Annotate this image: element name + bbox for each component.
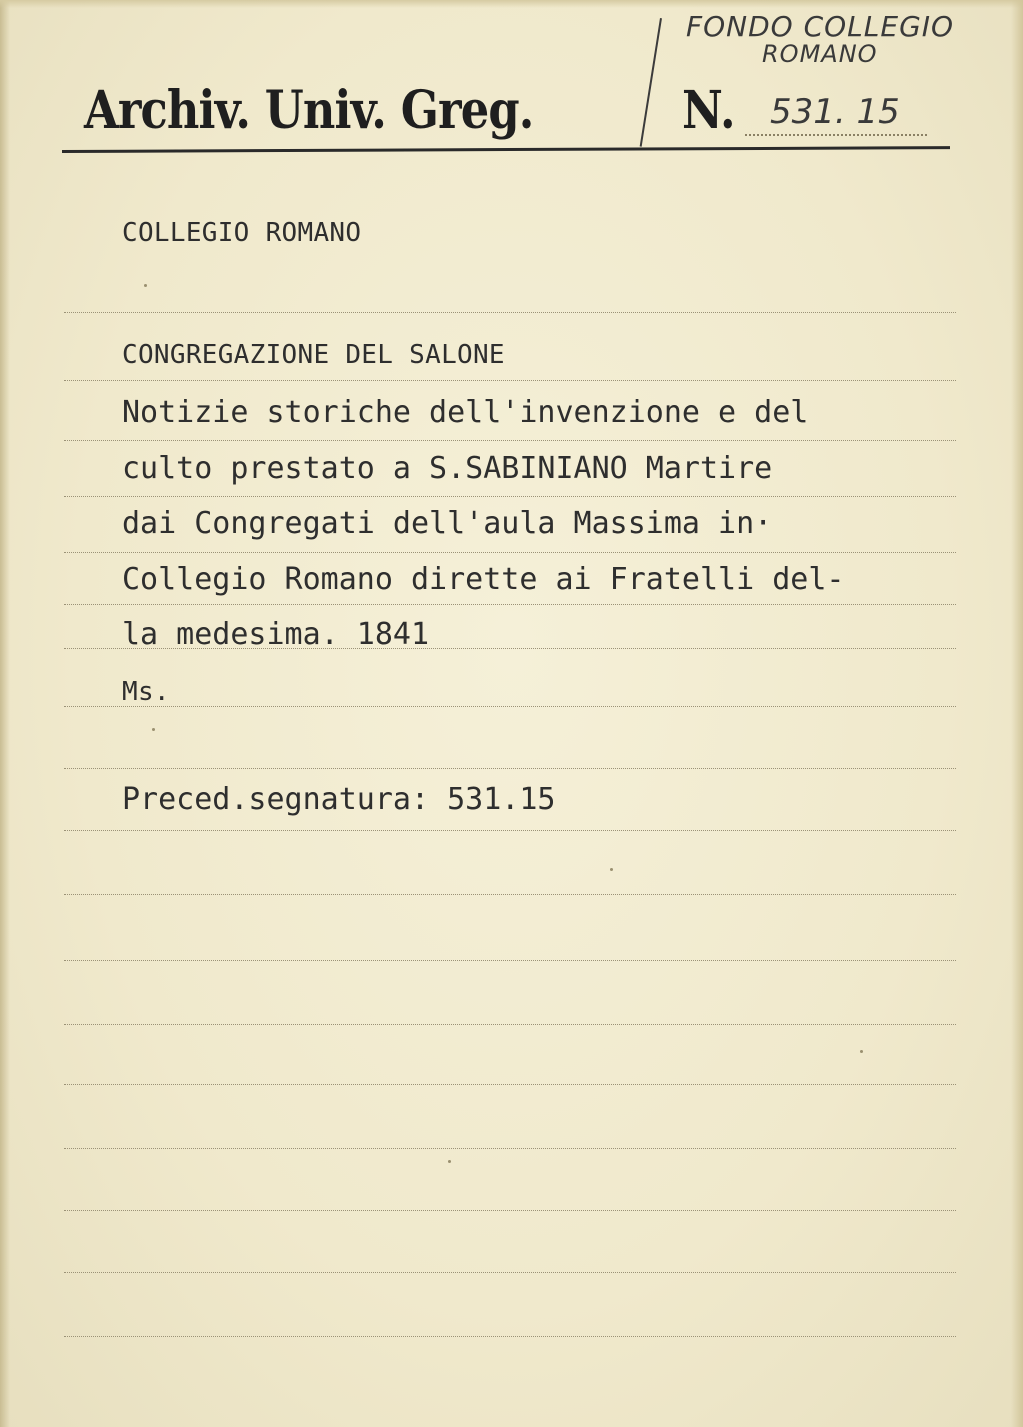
- ruled-line: [64, 1024, 956, 1025]
- handwritten-fondo-line1: FONDO COLLEGIO: [686, 10, 955, 43]
- paper-speck: [152, 728, 155, 731]
- ruled-line: [64, 1210, 956, 1211]
- handwritten-shelf-number: 531. 15: [770, 92, 900, 132]
- ruled-line: [64, 552, 956, 553]
- ruled-line: [64, 1148, 956, 1149]
- ruled-line: [64, 706, 956, 707]
- ruled-line: [64, 604, 956, 605]
- ruled-line: [64, 312, 956, 313]
- entry-line-2: Notizie storiche dell'invenzione e del: [122, 395, 809, 430]
- number-dotted-line: [745, 134, 927, 136]
- header-rule: [62, 146, 950, 153]
- paper-speck: [448, 1160, 451, 1163]
- entry-line-3: culto prestato a S.SABINIANO Martire: [122, 451, 773, 486]
- fondo-name: COLLEGIO ROMANO: [122, 218, 362, 248]
- entry-line-6: la medesima. 1841: [122, 617, 430, 652]
- handwritten-fondo-line2: ROMANO: [762, 40, 878, 68]
- ruled-line: [64, 496, 956, 497]
- preced-segnatura: Preced.segnatura: 531.15: [122, 782, 556, 817]
- ruled-line: [64, 960, 956, 961]
- ruled-line: [64, 1084, 956, 1085]
- entry-line-5: Collegio Romano dirette ai Fratelli del-: [122, 562, 845, 597]
- paper-speck: [860, 1050, 863, 1053]
- entry-line-1: CONGREGAZIONE DEL SALONE: [122, 340, 505, 370]
- paper-speck: [144, 284, 147, 287]
- card-edge-shadow-right: [1011, 0, 1023, 1427]
- ruled-line: [64, 894, 956, 895]
- number-label: N.: [682, 80, 736, 141]
- card-edge-shadow-top: [0, 0, 1023, 8]
- paper-speck: [610, 868, 613, 871]
- ruled-line: [64, 830, 956, 831]
- entry-line-4: dai Congregati dell'aula Massima in·: [122, 506, 773, 541]
- ruled-line: [64, 440, 956, 441]
- ruled-line: [64, 648, 956, 649]
- ruled-line: [64, 1336, 956, 1337]
- entry-line-7: Ms.: [122, 677, 170, 707]
- card-edge-shadow-left: [0, 0, 10, 1427]
- archive-title: Archiv. Univ. Greg.: [84, 80, 534, 141]
- ruled-line: [64, 768, 956, 769]
- handwritten-slash: [640, 18, 662, 147]
- ruled-line: [64, 1272, 956, 1273]
- ruled-line: [64, 380, 956, 381]
